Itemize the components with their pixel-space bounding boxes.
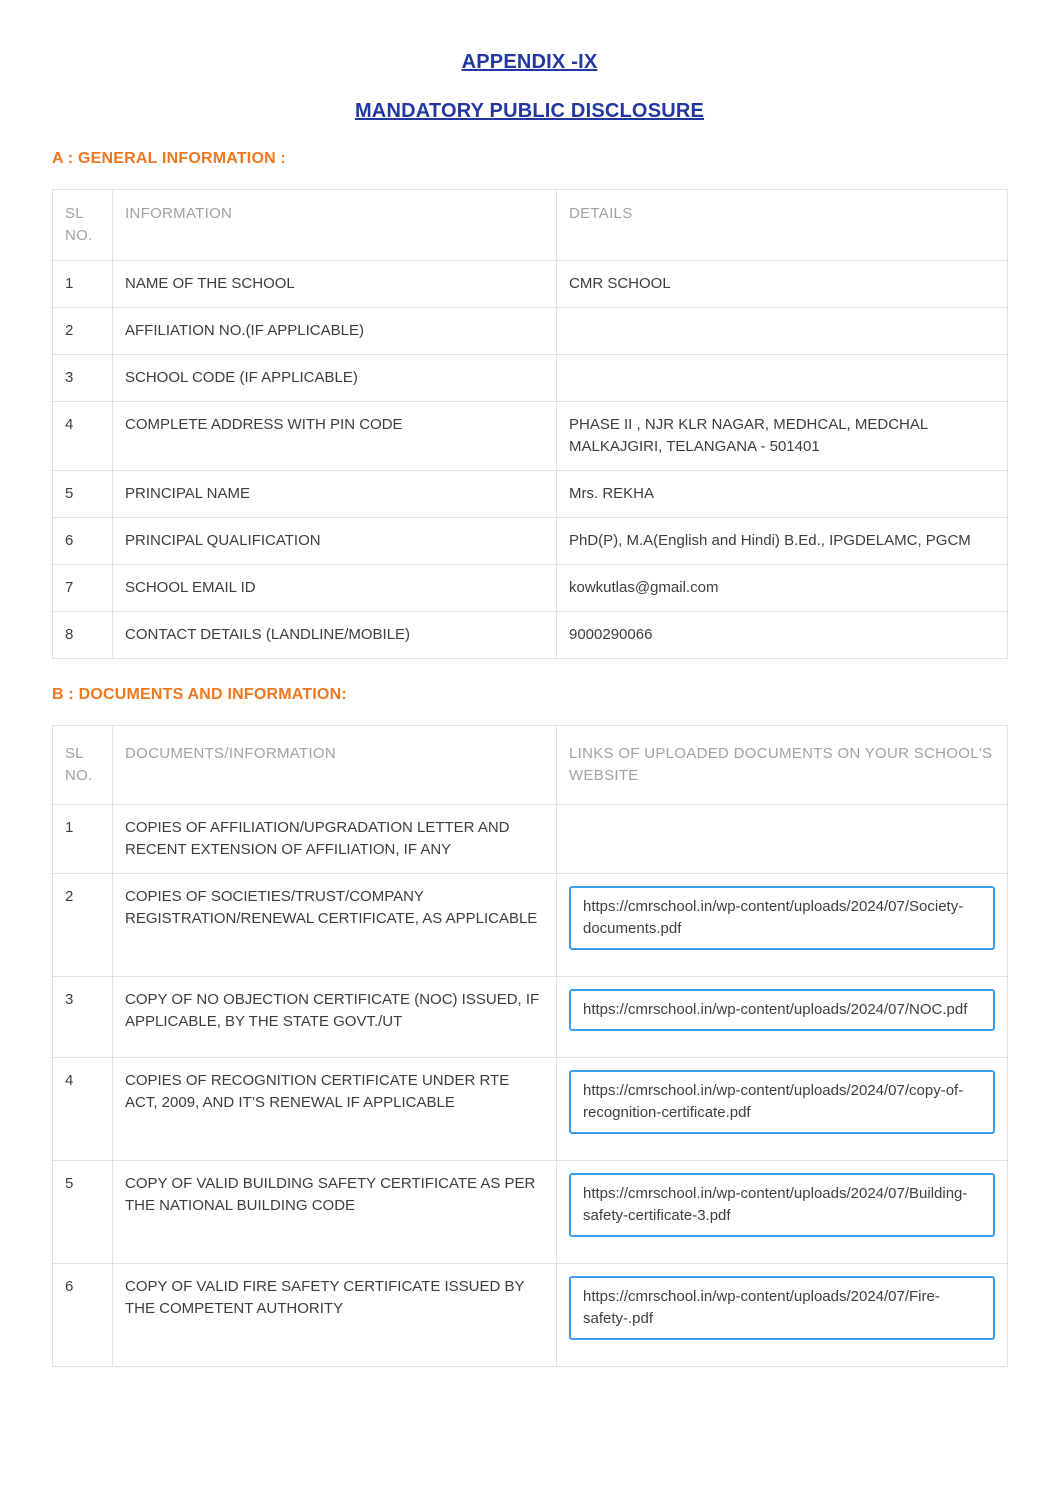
table-row — [53, 612, 1008, 659]
section-b-heading: B : DOCUMENTS AND INFORMATION: — [52, 686, 347, 703]
column-header-sl-no: SL NO. — [53, 190, 113, 261]
sl-no-cell: 5 — [53, 1161, 113, 1264]
table-row — [53, 874, 1008, 977]
document-link-cell — [557, 805, 1008, 874]
details-cell: PHASE II , NJR KLR NAGAR, MEDHCAL, MEDCHAL MALKAJGIRI, TELANGANA - 501401 — [557, 402, 1008, 471]
document-link-cell — [557, 977, 1008, 1058]
sl-no-cell: 5 — [53, 471, 113, 518]
section-a-heading: A : GENERAL INFORMATION : — [52, 150, 287, 167]
table-row — [53, 471, 1008, 518]
appendix-title: APPENDIX -IX — [461, 51, 598, 73]
column-header-links: LINKS OF UPLOADED DOCUMENTS ON YOUR SCHOOL'S WEBSITE — [557, 726, 1008, 805]
info-cell: SCHOOL EMAIL ID — [113, 565, 557, 612]
document-link[interactable]: https://cmrschool.in/wp-content/uploads/2024/07/copy-of-recognition-certificate.pdf — [569, 1070, 995, 1134]
sl-no-cell: 7 — [53, 565, 113, 612]
sl-no-cell: 2 — [53, 308, 113, 355]
details-cell: 9000290066 — [557, 612, 1008, 659]
details-cell — [557, 355, 1008, 402]
document-link-cell — [557, 1264, 1008, 1367]
column-header-documents-information: DOCUMENTS/INFORMATION — [113, 726, 557, 805]
document-info-cell: COPIES OF AFFILIATION/UPGRADATION LETTER AND RECENT EXTENSION OF AFFILIATION, IF ANY — [113, 805, 557, 874]
table-row — [53, 308, 1008, 355]
info-cell: CONTACT DETAILS (LANDLINE/MOBILE) — [113, 612, 557, 659]
document-link-cell — [557, 874, 1008, 977]
sl-no-cell: 2 — [53, 874, 113, 977]
table-row — [53, 518, 1008, 565]
column-header-sl-no: SL NO. — [53, 726, 113, 805]
info-cell: AFFILIATION NO.(IF APPLICABLE) — [113, 308, 557, 355]
column-header-details: DETAILS — [557, 190, 1008, 261]
table-row — [53, 565, 1008, 612]
sl-no-cell: 1 — [53, 261, 113, 308]
sl-no-cell: 4 — [53, 402, 113, 471]
sl-no-cell: 1 — [53, 805, 113, 874]
table-row — [53, 977, 1008, 1058]
table-row — [53, 402, 1008, 471]
details-cell: CMR SCHOOL — [557, 261, 1008, 308]
documents-information-table — [52, 725, 1008, 1367]
document-link[interactable]: https://cmrschool.in/wp-content/uploads/2024/07/Building-safety-certificate-3.pdf — [569, 1173, 995, 1237]
page-title: MANDATORY PUBLIC DISCLOSURE — [354, 100, 705, 122]
table-header-row — [53, 190, 1008, 261]
sl-no-cell: 6 — [53, 1264, 113, 1367]
document-link[interactable]: https://cmrschool.in/wp-content/uploads/2024/07/Society-documents.pdf — [569, 886, 995, 950]
info-cell: PRINCIPAL NAME — [113, 471, 557, 518]
sl-no-cell: 8 — [53, 612, 113, 659]
info-cell: PRINCIPAL QUALIFICATION — [113, 518, 557, 565]
document-link-cell — [557, 1058, 1008, 1161]
info-cell: SCHOOL CODE (IF APPLICABLE) — [113, 355, 557, 402]
details-cell — [557, 308, 1008, 355]
table-row — [53, 805, 1008, 874]
document-link-cell — [557, 1161, 1008, 1264]
sl-no-cell: 6 — [53, 518, 113, 565]
sl-no-cell: 3 — [53, 977, 113, 1058]
document-info-cell: COPY OF VALID FIRE SAFETY CERTIFICATE ISSUED BY THE COMPETENT AUTHORITY — [113, 1264, 557, 1367]
sl-no-cell: 4 — [53, 1058, 113, 1161]
info-cell: COMPLETE ADDRESS WITH PIN CODE — [113, 402, 557, 471]
document-info-cell: COPIES OF RECOGNITION CERTIFICATE UNDER RTE ACT, 2009, AND IT’S RENEWAL IF APPLICABLE — [113, 1058, 557, 1161]
general-information-table — [52, 189, 1008, 659]
table-row — [53, 1058, 1008, 1161]
sl-no-cell: 3 — [53, 355, 113, 402]
table-row — [53, 355, 1008, 402]
column-header-information: INFORMATION — [113, 190, 557, 261]
document-info-cell: COPIES OF SOCIETIES/TRUST/COMPANY REGISTRATION/RENEWAL CERTIFICATE, AS APPLICABLE — [113, 874, 557, 977]
document-link[interactable]: https://cmrschool.in/wp-content/uploads/2024/07/NOC.pdf — [569, 989, 995, 1031]
document-info-cell: COPY OF VALID BUILDING SAFETY CERTIFICATE AS PER THE NATIONAL BUILDING CODE — [113, 1161, 557, 1264]
table-header-row — [53, 726, 1008, 805]
table-row — [53, 261, 1008, 308]
details-cell: PhD(P), M.A(English and Hindi) B.Ed., IPGDELAMC, PGCM — [557, 518, 1008, 565]
document-link[interactable]: https://cmrschool.in/wp-content/uploads/2024/07/Fire-safety-.pdf — [569, 1276, 995, 1340]
info-cell: NAME OF THE SCHOOL — [113, 261, 557, 308]
table-row — [53, 1161, 1008, 1264]
document-info-cell: COPY OF NO OBJECTION CERTIFICATE (NOC) ISSUED, IF APPLICABLE, BY THE STATE GOVT./UT — [113, 977, 557, 1058]
table-row — [53, 1264, 1008, 1367]
details-cell: kowkutlas@gmail.com — [557, 565, 1008, 612]
details-cell: Mrs. REKHA — [557, 471, 1008, 518]
